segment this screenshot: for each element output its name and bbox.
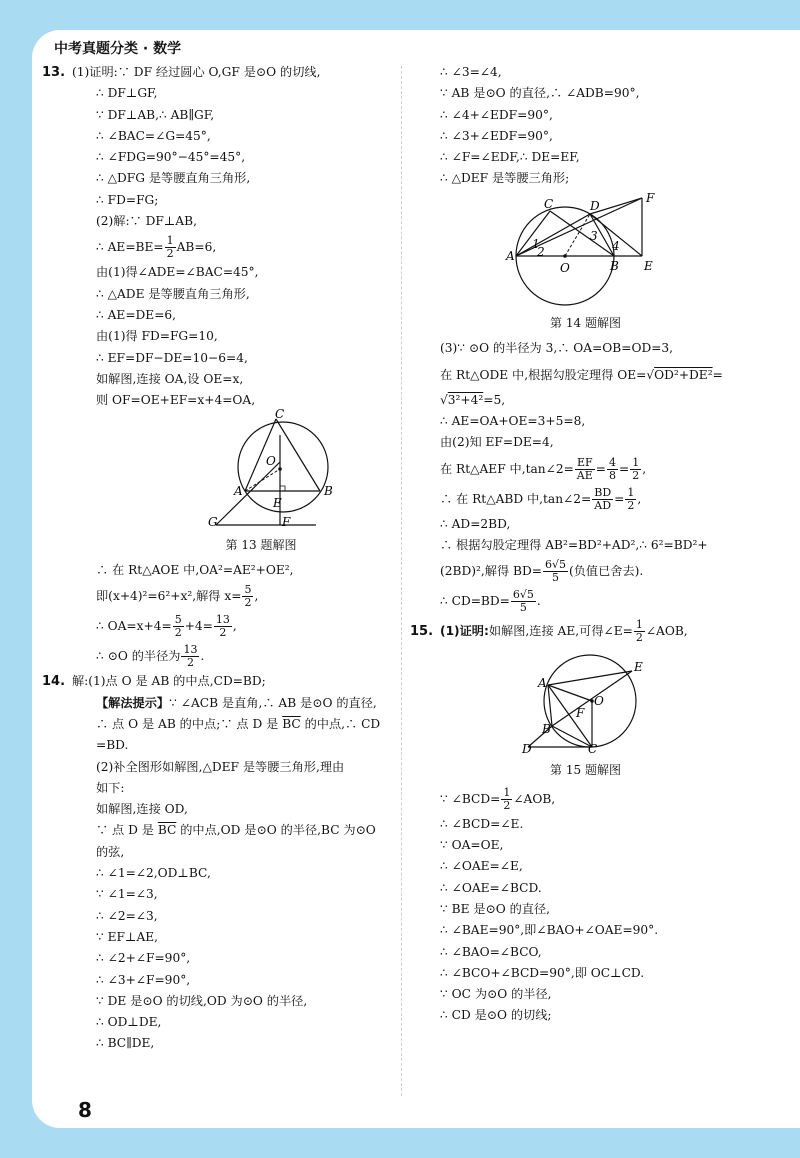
q14-line-15: ∴ ∠3+∠F=90°, [96,972,191,987]
fig15-label-d: D [522,742,532,757]
q15-line-4: ∵ OA=OE, [440,838,504,853]
q13-line-6: ∴ △DFG 是等腰直角三角形, [96,171,251,186]
r-line-9: √3²+4²=5, [440,392,506,407]
q15-line-8: ∴ ∠BAE=90°,即∠BAO+∠OAE=90°. [440,923,659,938]
q14-line-16: ∵ DE 是⊙O 的切线,OD 为⊙O 的半径, [96,993,308,1008]
fig14-label-2: 2 [537,244,545,259]
fig13-label-b: B [324,484,333,499]
right-column [410,62,785,1027]
fig15-label-o: O [594,694,604,709]
q14-line-9: 的弦, [96,844,125,859]
figure-13-diagram [66,407,396,530]
page-header-title: 中考真题分类 · 数学 [54,41,182,57]
r-line-2: ∵ AB 是⊙O 的直径,∴ ∠ADB=90°, [440,86,640,101]
fraction: $\frac{EF}{AE}$ [576,455,593,482]
q14-line-18: ∴ BC∥DE, [96,1036,155,1051]
r-line-4: ∴ ∠3+∠EDF=90°, [440,128,553,143]
fig13-label-o: O [266,454,276,469]
r-line-6: ∴ △DEF 是等腰三角形; [440,171,570,186]
fig14-label-b: B [610,258,619,273]
fig15-label-e: E [634,660,643,675]
figure-15-caption: 第 15 题解图 [550,763,621,778]
r-line-1: ∴ ∠3=∠4, [440,65,502,79]
fraction: $\frac{4}{8}$ [609,455,616,482]
q15-line-11: ∵ OC 为⊙O 的半径, [440,987,552,1002]
question-14-number: 14. [42,674,66,690]
fig14-label-3: 3 [590,228,598,243]
q14-line-3: ∴ 点 O 是 AB 的中点;∵ 点 D 是 $\overline{BC}$ 的中点,∴ CD [96,716,381,731]
r-line-13: ∴ 在 Rt△ABD 中,tan∠2= $\frac{BD}{AD}$ = $\frac{1}{2}$ , [440,485,642,512]
fig15-label-a: A [538,676,547,691]
q13-line-4: ∴ ∠BAC=∠G=45°, [96,128,211,143]
question-15-number: 15. [410,624,434,640]
q14-line-6: 如下: [96,780,125,795]
q15-line-10: ∴ ∠BCO+∠BCD=90°,即 OC⊥CD. [440,965,645,980]
q14-line-5: (2)补全图形如解图,△DEF 是等腰三角形,理由 [96,759,345,774]
fig14-label-d: D [590,198,600,213]
r-line-15: ∴ 根据勾股定理得 AB²=BD²+AD²,∴ 6²=BD²+ [440,537,708,552]
q13-line-20: ∴ ⊙O 的半径为 $\frac{13}{2}$ . [96,643,205,670]
q14-line-11: ∵ ∠1=∠3, [96,887,158,902]
q14-line-2: 【解法提示】∵ ∠ACB 是直角,∴ AB 是⊙O 的直径, [96,695,377,710]
figure-14 [410,190,785,335]
fraction: $\frac{5}{2}$ [174,613,182,640]
fig15-label-b: B [542,722,551,737]
q14-line-13: ∵ EF⊥AE, [96,929,159,944]
q13-line-1: 13. (1)证明:∵ DF 经过圆心 O,GF 是⊙O 的切线, [42,62,396,83]
r-line-12: 在 Rt△AEF 中,tan∠2= $\frac{EF}{AE}$ = $\frac{4}{8}$ = $\frac{1}{2}$ , [440,455,647,482]
fraction: $\frac{13}{2}$ [215,613,230,640]
fig14-label-e: E [644,258,653,273]
figure-14-caption: 第 14 题解图 [550,316,621,331]
q13-line-10: 由(1)得∠ADE=∠BAC=45°, [96,265,259,280]
fraction: $\frac{1}{2}$ [503,785,511,812]
fig13-label-a: A [234,484,243,499]
r-line-11: 由(2)知 EF=DE=4, [440,435,554,450]
fig13-label-g: G [208,515,218,530]
q14-line-4: =BD. [96,738,129,753]
left-column [42,62,396,1055]
q13-line-12: ∴ AE=DE=6, [96,307,177,322]
q14-line-7: 如解图,连接 OD, [96,802,188,817]
q15-line-3: ∴ ∠BCD=∠E. [440,816,524,831]
figure-14-diagram [410,190,780,306]
fraction: $\frac{1}{2}$ [627,485,635,512]
arc-bc: $\overline{BC}$ [282,716,301,731]
question-13-number: 13. [42,65,66,80]
figure-13 [66,407,396,556]
fig14-label-1: 1 [532,236,540,251]
fraction: $\frac{13}{2}$ [183,643,198,670]
q13-line-16: 则 OF=OE+EF=x+4=OA, [96,393,256,408]
q13-line-5: ∴ ∠FDG=90°−45°=45°, [96,150,246,165]
q13-line-9: ∴ AE=BE= $\frac{1}{2}$ AB=6, [96,234,217,261]
q15-line-12: ∴ CD 是⊙O 的切线; [440,1008,552,1023]
fraction: $\frac{1}{2}$ [166,234,174,261]
arc-bc: $\overline{BC}$ [157,823,177,838]
sqrt-radicand: 3²+4² [447,392,484,407]
r-line-16: (2BD)²,解得 BD= $\frac{6√5}{5}$ (负值已舍去). [440,558,644,585]
r-line-10: ∴ AE=OA+OE=3+5=8, [440,413,586,428]
fig14-label-4: 4 [612,238,620,253]
q13-line-2: ∴ DF⊥GF, [96,86,158,101]
fig15-label-f: F [576,706,585,721]
q13-line-19: ∴ OA=x+4= $\frac{5}{2}$ +4= $\frac{13}{2}$ , [96,613,237,640]
fig14-label-c: C [544,196,554,211]
q13-line-17: ∴ 在 Rt△AOE 中,OA²=AE²+OE², [96,563,294,578]
fig13-label-e: E [273,496,282,511]
r-line-5: ∴ ∠F=∠EDF,∴ DE=EF, [440,150,580,165]
fraction: $\frac{1}{2}$ [632,455,640,482]
q14-line-1: 14. 解:(1)点 O 是 AB 的中点,CD=BD; [42,671,396,692]
fig14-label-o: O [560,260,570,275]
figure-13-caption: 第 13 题解图 [225,537,297,552]
r-line-14: ∴ AD=2BD, [440,516,511,531]
figure-15 [410,651,785,782]
q14-line-10: ∴ ∠1=∠2,OD⊥BC, [96,866,211,881]
q14-line-17: ∴ OD⊥DE, [96,1015,162,1030]
q15-line-5: ∴ ∠OAE=∠E, [440,859,523,874]
fraction: $\frac{6√5}{5}$ [544,558,566,585]
q15-line-9: ∴ ∠BAO=∠BCO, [440,944,542,959]
fig14-label-a: A [506,248,515,263]
r-line-7: (3)∵ ⊙O 的半径为 3,∴ OA=OB=OD=3, [440,341,674,356]
q14-line-12: ∴ ∠2=∠3, [96,908,158,923]
q13-line-3: ∵ DF⊥AB,∴ AB∥GF, [96,107,215,122]
page-number: 8 [78,1098,92,1122]
fig13-label-f: F [282,515,291,530]
q15-line-1: 15. (1)证明:如解图,连接 AE,可得∠E= $\frac{1}{2}$ ∠AOB, [410,616,785,647]
fig13-label-c: C [275,407,285,422]
sqrt-radicand: OD²+DE² [654,367,713,382]
q13-line-8: (2)解:∵ DF⊥AB, [96,214,197,229]
figure-15-diagram [410,651,780,757]
fraction: $\frac{1}{2}$ [635,618,643,645]
fig15-label-c: C [588,742,598,757]
r-line-3: ∴ ∠4+∠EDF=90°, [440,107,553,122]
q13-line-7: ∴ FD=FG; [96,192,159,207]
q14-line-14: ∴ ∠2+∠F=90°, [96,951,191,966]
fraction: $\frac{BD}{AD}$ [594,485,612,512]
r-line-8: 在 Rt△ODE 中,根据勾股定理得 OE=√OD²+DE²= [440,367,723,382]
q15-line-6: ∴ ∠OAE=∠BCD. [440,880,542,895]
fig14-label-f: F [646,190,655,205]
q13-line-14: ∴ EF=DF−DE=10−6=4, [96,350,248,365]
fraction: $\frac{6√5}{5}$ [512,588,534,615]
q13-line-15: 如解图,连接 OA,设 OE=x, [96,371,244,386]
q13-line-13: 由(1)得 FD=FG=10, [96,329,218,344]
r-line-17: ∴ CD=BD= $\frac{6√5}{5}$ . [440,588,541,615]
q15-line-2: ∵ ∠BCD= $\frac{1}{2}$ ∠AOB, [440,785,556,812]
q13-line-11: ∴ △ADE 是等腰直角三角形, [96,286,250,301]
q15-line-7: ∵ BE 是⊙O 的直径, [440,901,551,916]
q13-line-18: 即(x+4)²=6²+x²,解得 x= $\frac{5}{2}$ , [96,583,259,610]
hint-tag: 【解法提示】 [96,695,170,710]
column-divider [401,66,402,1096]
q14-line-8: ∵ 点 D 是 $\overline{BC}$ 的中点,OD 是⊙O 的半径,BC 为⊙O [96,823,376,838]
fraction: $\frac{5}{2}$ [244,583,252,610]
